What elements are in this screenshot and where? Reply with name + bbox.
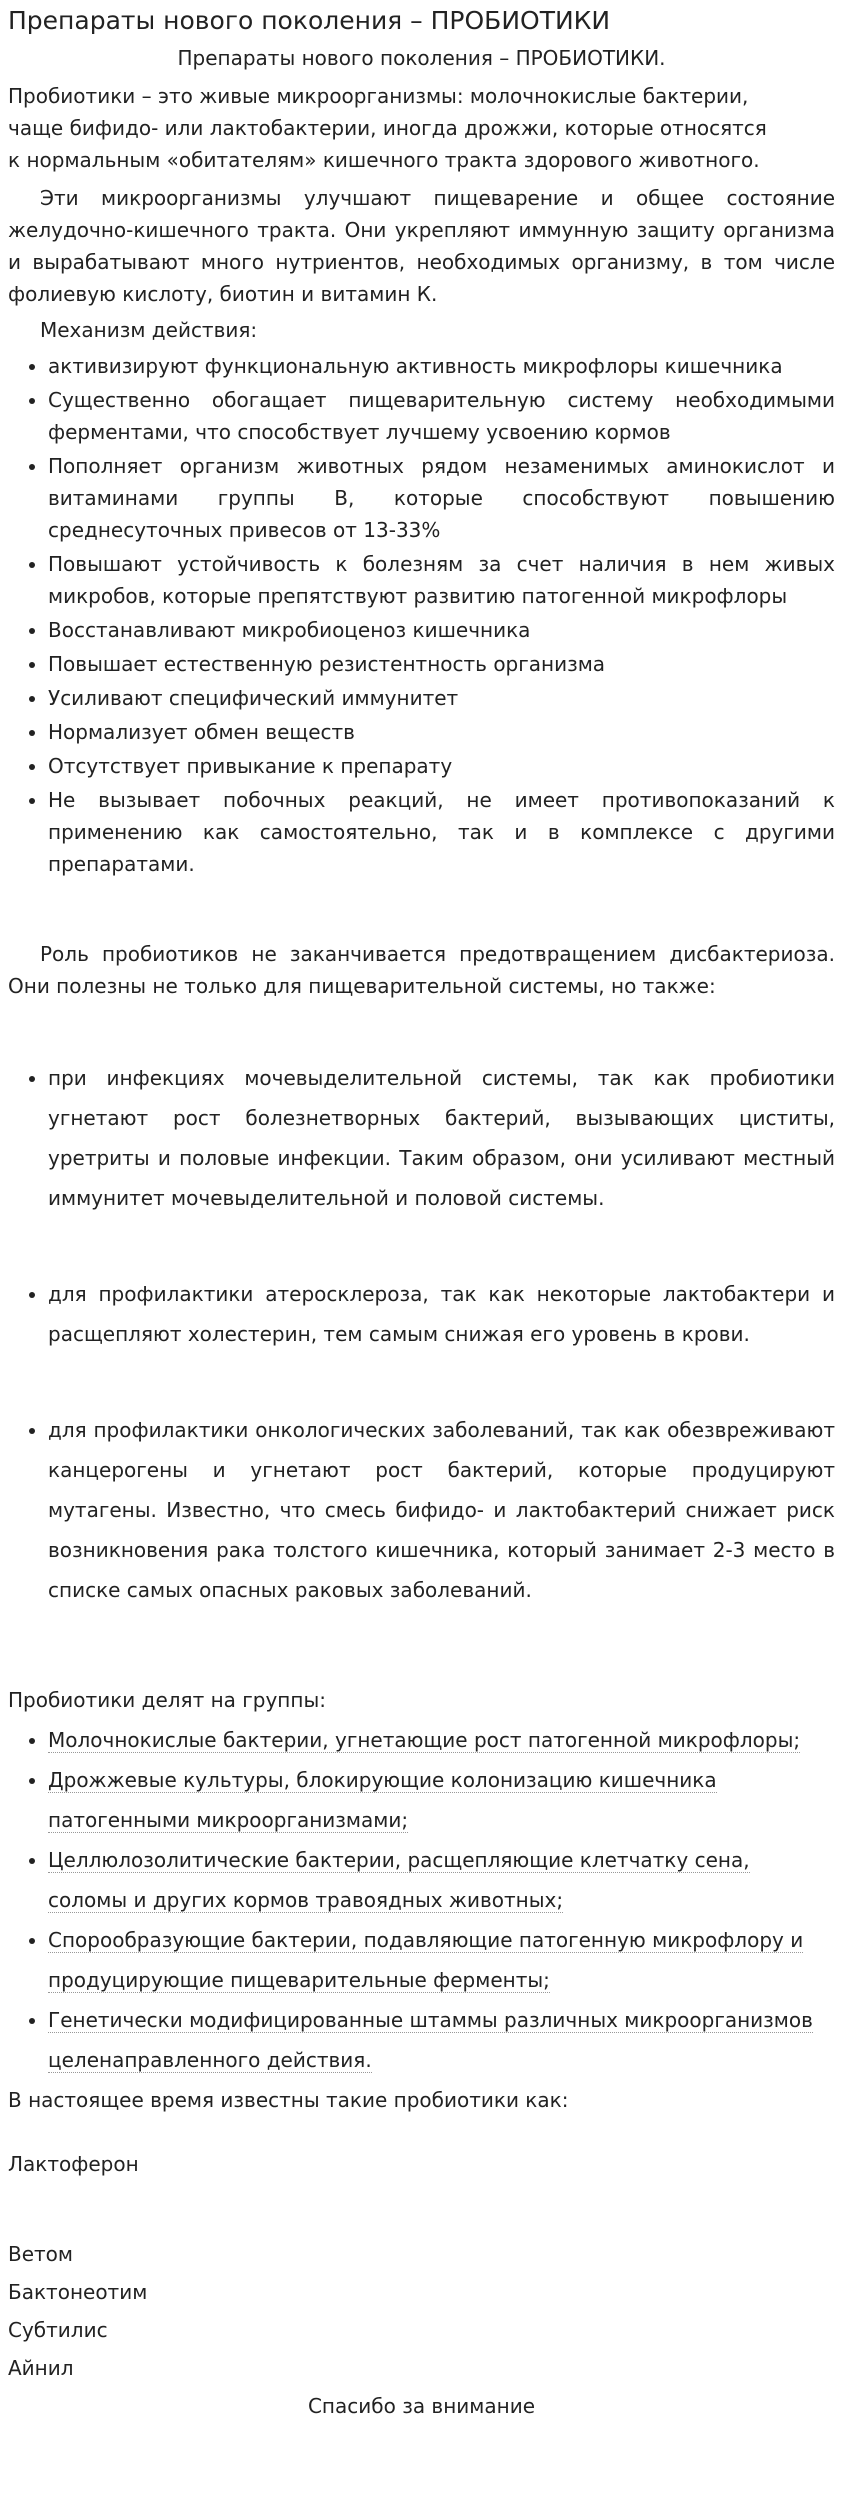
- list-item: • Повышает естественную резистентность организма: [48, 648, 835, 680]
- intro-line: чаще бифидо- или лактобактерии, иногда дрожжи, которые относятся: [8, 116, 767, 140]
- intro-line: Пробиотики – это живые микроорганизмы: молочнокислые бактерии,: [8, 84, 749, 108]
- groups-list: [8, 1720, 835, 2080]
- group-text: Генетически модифицированные штаммы различных микроорганизмов целенаправленного действия.: [48, 2008, 813, 2072]
- closing-thanks: Спасибо за внимание: [307, 2394, 536, 2418]
- paragraph-benefits-overview: Эти микроорганизмы улучшают пищеварение и общее состояние желудочно-кишечного тракта. Они укрепляют иммунную защиту организма и вырабатывают много нутриентов, необходимых организму, в том числе фолиевую кислоту, биотин и витамин К.: [8, 186, 835, 306]
- probiotic-name: Бактонеотим: [8, 2280, 148, 2304]
- group-text: Дрожжевые культуры, блокирующие колонизацию кишечника патогенными микроорганизмами;: [48, 1768, 717, 1832]
- groups-heading: Пробиотики делят на группы:: [8, 1688, 326, 1712]
- list-item: • Повышают устойчивость к болезням за счет наличия в нем живых микробов, которые препятствуют развитию патогенной микрофлоры: [48, 548, 835, 612]
- benefit-list-2: [8, 1274, 835, 1354]
- intro: [8, 80, 835, 176]
- list-item: [48, 1920, 835, 2000]
- list-item: • для профилактики атеросклероза, так как некоторые лактобактери и расщепляют холестерин, тем самым снижая его уровень в крови.: [48, 1274, 835, 1354]
- list-item: [48, 1840, 835, 1920]
- group-text: Спорообразующие бактерии, подавляющие патогенную микрофлору и продуцирующие пищеварительные ферменты;: [48, 1928, 804, 1992]
- probiotic-name: Ветом: [8, 2242, 73, 2266]
- probiotic-name: Субтилис: [8, 2318, 108, 2342]
- group-text: Молочнокислые бактерии, угнетающие рост патогенной микрофлоры;: [48, 1728, 801, 1752]
- list-item: • Восстанавливают микробиоценоз кишечника: [48, 614, 835, 646]
- mechanism-list: [8, 350, 835, 880]
- group-text: Целлюлозолитические бактерии, расщепляющие клетчатку сена, соломы и других кормов травоядных животных;: [48, 1848, 750, 1912]
- list-item: [48, 2000, 835, 2080]
- list-item: • Нормализует обмен веществ: [48, 716, 835, 748]
- list-item: • Не вызывает побочных реакций, не имеет противопоказаний к применению как самостоятельно, так и в комплексе с другими препаратами.: [48, 784, 835, 880]
- list-item: • Пополняет организм животных рядом незаменимых аминокислот и витаминами группы В, которые способствуют повышению среднесуточных привесов от 13-33%: [48, 450, 835, 546]
- page-title: Препараты нового поколения – ПРОБИОТИКИ: [8, 6, 611, 35]
- document: [0, 4, 845, 2422]
- list-item: • Существенно обогащает пищеварительную систему необходимыми ферментами, что способствует лучшему усвоению кормов: [48, 384, 835, 448]
- probiotic-name: Лактоферон: [8, 2152, 139, 2176]
- list-item: • для профилактики онкологических заболеваний, так как обезвреживают канцерогены и угнетают рост бактерий, которые продуцируют мутагены. Известно, что смесь бифидо- и лактобактерий снижает риск возникновения рака толстого кишечника, который занимает 2-3 место в списке самых опасных раковых заболеваний.: [48, 1410, 835, 1610]
- list-item: • активизируют функциональную активность микрофлоры кишечника: [48, 350, 835, 382]
- list-item: • Отсутствует привыкание к препарату: [48, 750, 835, 782]
- known-heading: В настоящее время известны такие пробиотики как:: [8, 2088, 569, 2112]
- list-item: [48, 1760, 835, 1840]
- paragraph-role: Роль пробиотиков не заканчивается предотвращением дисбактериоза. Они полезны не только для пищеварительной системы, но также:: [8, 942, 835, 998]
- benefit-list-3: [8, 1410, 835, 1610]
- intro-line: к нормальным «обитателям» кишечного тракта здорового животного.: [8, 148, 760, 172]
- subtitle: Препараты нового поколения – ПРОБИОТИКИ.: [177, 46, 666, 70]
- list-item: • при инфекциях мочевыделительной системы, так как пробиотики угнетают рост болезнетворных бактерий, вызывающих циститы, уретриты и половые инфекции. Таким образом, они усиливают местный иммунитет мочевыделительной и половой системы.: [48, 1058, 835, 1218]
- mechanism-heading: Механизм действия:: [40, 318, 258, 342]
- benefit-list-1: [8, 1058, 835, 1218]
- list-item: • Усиливают специфический иммунитет: [48, 682, 835, 714]
- probiotic-name: Айнил: [8, 2356, 74, 2380]
- list-item: [48, 1720, 835, 1760]
